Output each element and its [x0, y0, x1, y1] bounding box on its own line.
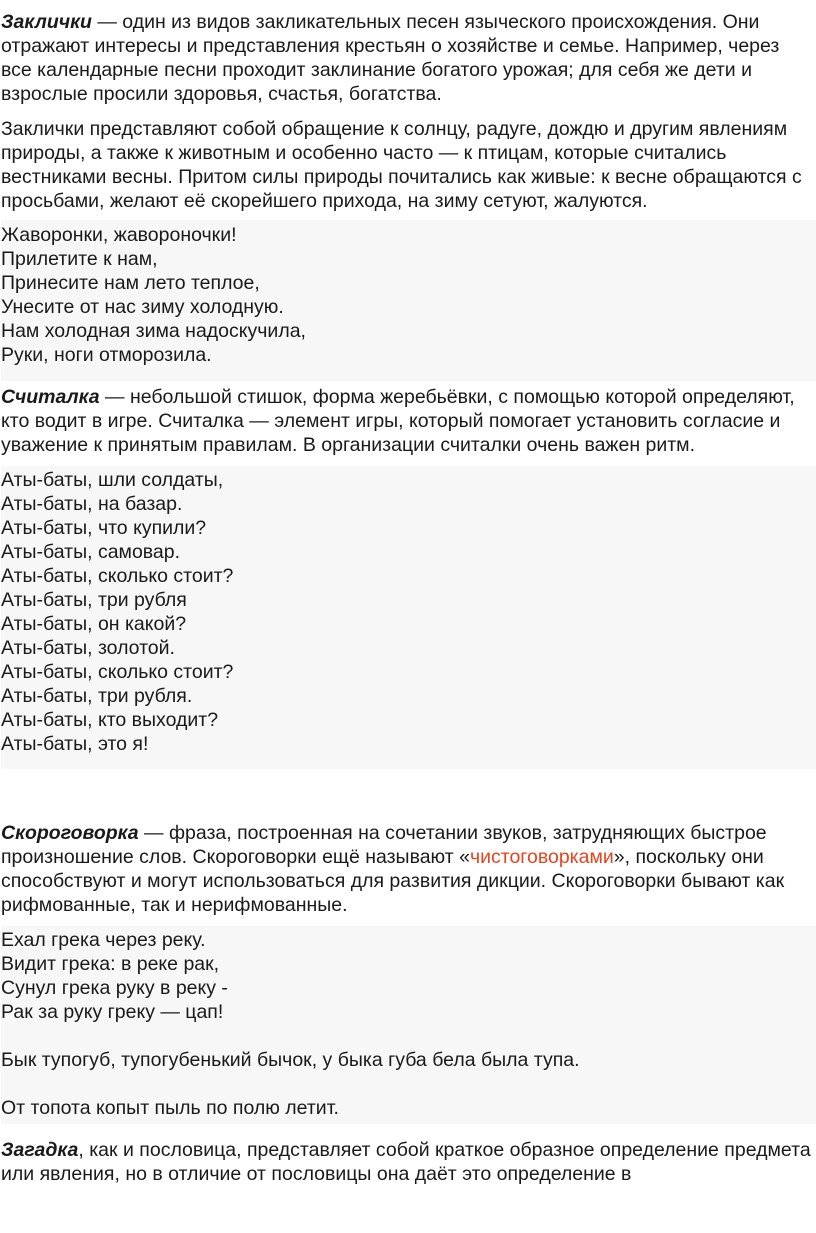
zagadka-text: , как и пословица, представляет собой краткое образное определение предмета или явления, но в отличие от пословицы она даёт это определение в	[1, 1139, 811, 1185]
verse-line: Аты-баты, шли солдаты,	[1, 469, 224, 491]
verse-line: Сунул грека руку в реку -	[1, 977, 228, 999]
verse-line: Аты-баты, на базар.	[1, 493, 183, 515]
verse-line: Аты-баты, что купили?	[1, 517, 207, 539]
verse-line: Принесите нам лето теплое,	[1, 272, 260, 294]
skorogovorka-term: Скороговорка	[1, 822, 139, 844]
verse-line: Ехал грека через реку.	[1, 929, 206, 951]
skorogovorka-verse	[1, 926, 816, 1124]
verse-gap	[1, 1072, 816, 1096]
verse-line: Аты-баты, это я!	[1, 733, 149, 755]
zaklichki-term: Заклички	[1, 11, 92, 33]
verse-line: Унесите от нас зиму холодную.	[1, 296, 284, 318]
verse-line: От топота копыт пыль по полю летит.	[1, 1097, 339, 1119]
verse-line: Прилетите к нам,	[1, 248, 158, 270]
zaklichki-text-1: — один из видов закликательных песен языческого происхождения. Они отражают интересы и представления крестьян о хозяйстве и семье. Например, через все календарные песни проходит заклинание богатого урожая; для себя же дети и взрослые просили здоровья, счастья, богатства.	[1, 11, 780, 105]
zaklichki-text-2: Заклички представляют собой обращение к солнцу, радуге, дождю и другим явлениям природы, а также к животным и особенно часто — к птицам, которые считались вестниками весны. Притом силы природы почитались как живые: к весне обращаются с просьбами, желают её скорейшего прихода, на зиму сетуют, жалуются.	[1, 118, 802, 212]
verse-line: Нам холодная зима надоскучила,	[1, 320, 306, 342]
zaklichki-description	[1, 106, 816, 213]
schitalka-definition	[1, 381, 816, 457]
zagadka-term: Загадка	[1, 1139, 79, 1161]
verse-line: Аты-баты, сколько стоит?	[1, 661, 234, 683]
verse-line: Аты-баты, кто выходит?	[1, 709, 219, 731]
zagadka-definition	[1, 1124, 816, 1186]
zaklichki-verse	[1, 220, 816, 381]
verse-line: Аты-баты, он какой?	[1, 613, 187, 635]
skorogovorka-text-before: — фраза, построенная на сочетании звуков, затрудняющих быстрое произношение слов. Скороговорки ещё называют «	[1, 822, 767, 868]
verse-line: Бык тупогуб, тупогубенький бычок, у быка губа бела была тупа.	[1, 1049, 580, 1071]
verse-line: Аты-баты, самовар.	[1, 541, 181, 563]
skorogovorka-definition	[1, 769, 816, 917]
schitalka-verse	[1, 466, 816, 769]
verse-line: Видит грека: в реке рак,	[1, 953, 220, 975]
verse-line: Аты-баты, сколько стоит?	[1, 565, 234, 587]
verse-line: Рак за руку греку — цап!	[1, 1001, 224, 1023]
schitalka-text: — небольшой стишок, форма жеребьёвки, с помощью которой определяют, кто водит в игре. Считалка — элемент игры, который помогает установить согласие и уважение к принятым правилам. В организации считалки очень важен ритм.	[1, 386, 795, 456]
schitalka-term: Считалка	[1, 386, 100, 408]
verse-line: Руки, ноги отморозила.	[1, 344, 212, 366]
verse-gap	[1, 1024, 816, 1048]
verse-line: Аты-баты, три рубля	[1, 589, 187, 611]
skorogovorka-text-after: », поскольку они способствуют и могут использоваться для развития дикции. Скороговорки бывают как рифмованные, так и нерифмованные.	[1, 846, 785, 916]
zaklichki-definition	[1, 0, 816, 106]
verse-line: Аты-баты, золотой.	[1, 637, 175, 659]
chistogovorki-link[interactable]: чистоговорками	[469, 846, 614, 868]
verse-line: Аты-баты, три рубля.	[1, 685, 193, 707]
verse-line: Жаворонки, жавороночки!	[1, 224, 237, 246]
